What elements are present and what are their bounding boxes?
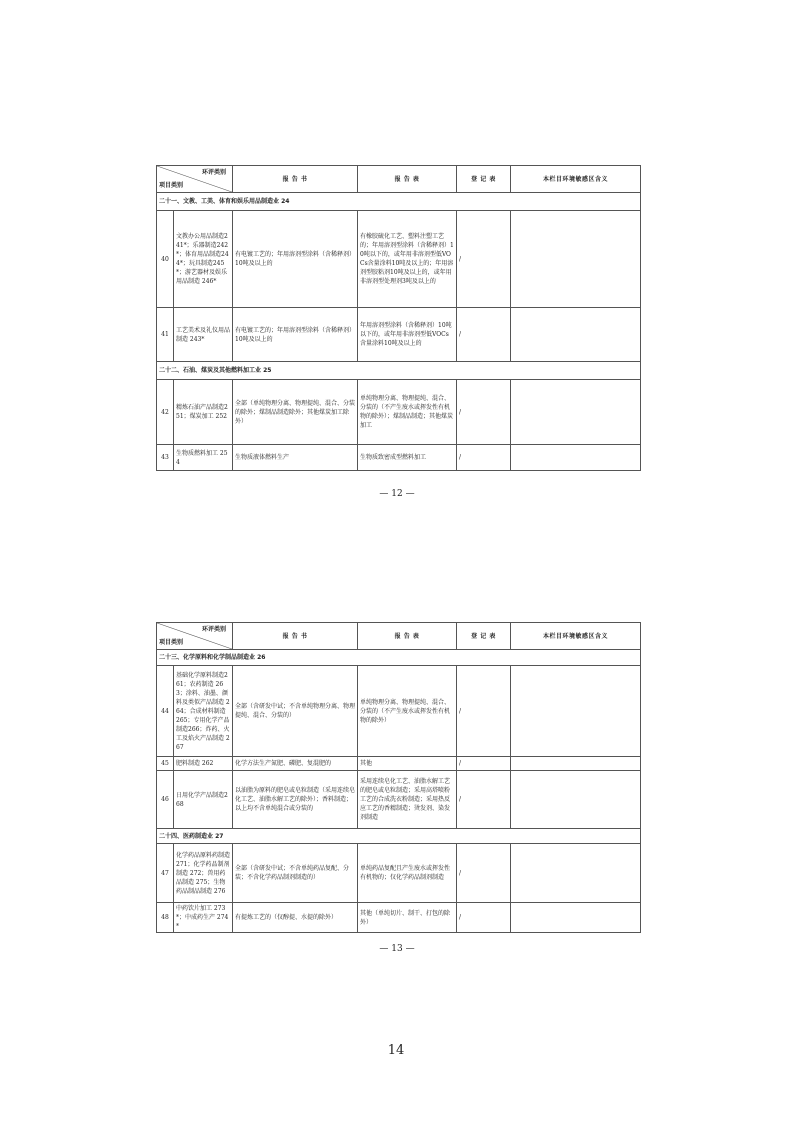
project-category: 中药饮片加工 273*；中成药生产 274* xyxy=(174,903,233,933)
table-row xyxy=(157,380,641,445)
row-number: 48 xyxy=(157,903,174,933)
project-category: 化学药品原料药制造271；化学药品制剂制造 272；兽用药品制造 275；生物药品制品制造 276 xyxy=(174,844,233,903)
project-category: 日用化学产品制造268 xyxy=(174,771,233,829)
header-diagonal-cell xyxy=(157,166,233,193)
register-cell: / xyxy=(457,211,511,308)
register-cell: / xyxy=(457,844,511,903)
header-category-bottom: 项目类别 xyxy=(159,182,184,189)
header-sensitive: 本栏目环境敏感区含义 xyxy=(511,623,641,650)
register-cell: / xyxy=(457,308,511,362)
report-table-cell: 采用连续皂化工艺、油脂水解工艺的肥皂或皂粒制造；采用高塔喷粉工艺的合成洗衣粉制造；采用热反应工艺的香精制造；烫发剂、染发剂制造 xyxy=(358,771,457,829)
header-register: 登 记 表 xyxy=(457,166,511,193)
register-cell: / xyxy=(457,771,511,829)
report-book-cell: 全部（含研发中试；不含单纯药品复配、分装；不含化学药品制剂制造的） xyxy=(233,844,358,903)
report-book-cell: 有电镀工艺的；年用溶剂型涂料（含稀释剂）10吨及以上的 xyxy=(233,211,358,308)
register-cell: / xyxy=(457,757,511,771)
row-number: 40 xyxy=(157,211,174,308)
register-cell: / xyxy=(457,666,511,757)
header-report: 报 告 书 xyxy=(233,623,358,650)
report-book-cell: 生物质液体燃料生产 xyxy=(233,445,358,471)
sensitive-area-cell xyxy=(511,308,641,362)
table-row xyxy=(157,211,641,308)
report-book-cell: 有电镀工艺的；年用溶剂型涂料（含稀释剂）10吨及以上的 xyxy=(233,308,358,362)
row-number: 42 xyxy=(157,380,174,445)
row-number: 44 xyxy=(157,666,174,757)
table-row xyxy=(157,771,641,829)
sensitive-area-cell xyxy=(511,380,641,445)
eia-table-page-13 xyxy=(156,622,641,933)
report-table-cell: 生物质致密成型燃料加工 xyxy=(358,445,457,471)
header-diagonal-cell xyxy=(157,623,233,650)
table-header-row xyxy=(157,623,641,650)
report-table-cell: 其他（单纯切片、制干、打包的除外） xyxy=(358,903,457,933)
sensitive-area-cell xyxy=(511,757,641,771)
register-cell: / xyxy=(457,903,511,933)
section-title: 二十四、医药制造业 27 xyxy=(157,829,641,844)
header-category-bottom: 项目类别 xyxy=(159,639,184,646)
section-row xyxy=(157,829,641,844)
table-row xyxy=(157,903,641,933)
row-number: 41 xyxy=(157,308,174,362)
report-book-cell: 全部（单纯物理分离、物理提纯、混合、分装的除外；煤制品制造除外；其他煤炭加工除外） xyxy=(233,380,358,445)
report-book-cell: 以油脂为原料的肥皂或皂粒制造（采用连续皂化工艺、油脂水解工艺的除外）；香料制造；以上均不含单纯混合或分装的 xyxy=(233,771,358,829)
project-category: 生物质燃料加工 254 xyxy=(174,445,233,471)
section-row xyxy=(157,362,641,380)
section-row xyxy=(157,193,641,211)
project-category: 肥料制造 262 xyxy=(174,757,233,771)
document-page-number: 14 xyxy=(387,1043,405,1058)
report-book-cell: 有提炼工艺的（仅醇提、水提的除外） xyxy=(233,903,358,933)
report-book-cell: 化学方法生产氮肥、磷肥、复混肥的 xyxy=(233,757,358,771)
section-row xyxy=(157,650,641,666)
table-row xyxy=(157,757,641,771)
row-number: 46 xyxy=(157,771,174,829)
table-row xyxy=(157,666,641,757)
header-report: 报 告 书 xyxy=(233,166,358,193)
report-table-cell: 单纯药品复配且产生废水或挥发性有机物的；仅化学药品制剂制造 xyxy=(358,844,457,903)
section-title: 二十一、文教、工美、体育和娱乐用品制造业 24 xyxy=(157,193,641,211)
header-category-top: 环评类别 xyxy=(201,169,226,176)
header-sensitive: 本栏目环境敏感区含义 xyxy=(511,166,641,193)
register-cell: / xyxy=(457,380,511,445)
table-row xyxy=(157,308,641,362)
page-number: — 13 — xyxy=(379,944,415,954)
sensitive-area-cell xyxy=(511,211,641,308)
register-cell: / xyxy=(457,445,511,471)
table-row xyxy=(157,445,641,471)
report-table-cell: 单纯物理分离、物理提纯、混合、分装的（不产生废水或挥发性有机物的除外） xyxy=(358,666,457,757)
project-category: 文教办公用品制造241*；乐器制造242*；体育用品制造244*；玩具制造245*；游艺器材及娱乐用品制造 246* xyxy=(174,211,233,308)
sensitive-area-cell xyxy=(511,903,641,933)
page-number: — 12 — xyxy=(379,489,415,499)
row-number: 47 xyxy=(157,844,174,903)
table-row xyxy=(157,844,641,903)
project-category: 精炼石油产品制造251；煤炭加工 252 xyxy=(174,380,233,445)
eia-table-page-12 xyxy=(156,165,641,471)
project-category: 工艺美术及礼仪用品制造 243* xyxy=(174,308,233,362)
header-table: 报 告 表 xyxy=(358,166,457,193)
row-number: 43 xyxy=(157,445,174,471)
project-category: 基础化学原料制造261；农药制造 263；涂料、油墨、颜料及类似产品制造 264；合成材料制造 265；专用化学产品制造266；炸药、火工及焰火产品制造 267 xyxy=(174,666,233,757)
sensitive-area-cell xyxy=(511,771,641,829)
sensitive-area-cell xyxy=(511,666,641,757)
header-category-top: 环评类别 xyxy=(201,626,226,633)
section-title: 二十二、石油、煤炭及其他燃料加工业 25 xyxy=(157,362,641,380)
section-title: 二十三、化学原料和化学制品制造业 26 xyxy=(157,650,641,666)
header-table: 报 告 表 xyxy=(358,623,457,650)
report-table-cell: 其他 xyxy=(358,757,457,771)
row-number: 45 xyxy=(157,757,174,771)
table-header-row xyxy=(157,166,641,193)
sensitive-area-cell xyxy=(511,445,641,471)
report-book-cell: 全部（含研发中试；不含单纯物理分离、物理提纯、混合、分装的） xyxy=(233,666,358,757)
report-table-cell: 有橡胶硫化工艺、塑料注塑工艺的；年用溶剂型涂料（含稀释剂）10吨以下的，或年用非溶剂型低VOCs含量涂料10吨及以上的；年用溶剂型胶粘剂10吨及以上的，或年用非溶剂型处理剂3吨及以上的 xyxy=(358,211,457,308)
sensitive-area-cell xyxy=(511,844,641,903)
header-register: 登 记 表 xyxy=(457,623,511,650)
report-table-cell: 单纯物理分离、物理提纯、混合、分装的（不产生废水或挥发性有机物的除外）；煤制品制造；其他煤炭加工 xyxy=(358,380,457,445)
report-table-cell: 年用溶剂型涂料（含稀释剂）10吨以下的，或年用非溶剂型低VOCs含量涂料10吨及以上的 xyxy=(358,308,457,362)
